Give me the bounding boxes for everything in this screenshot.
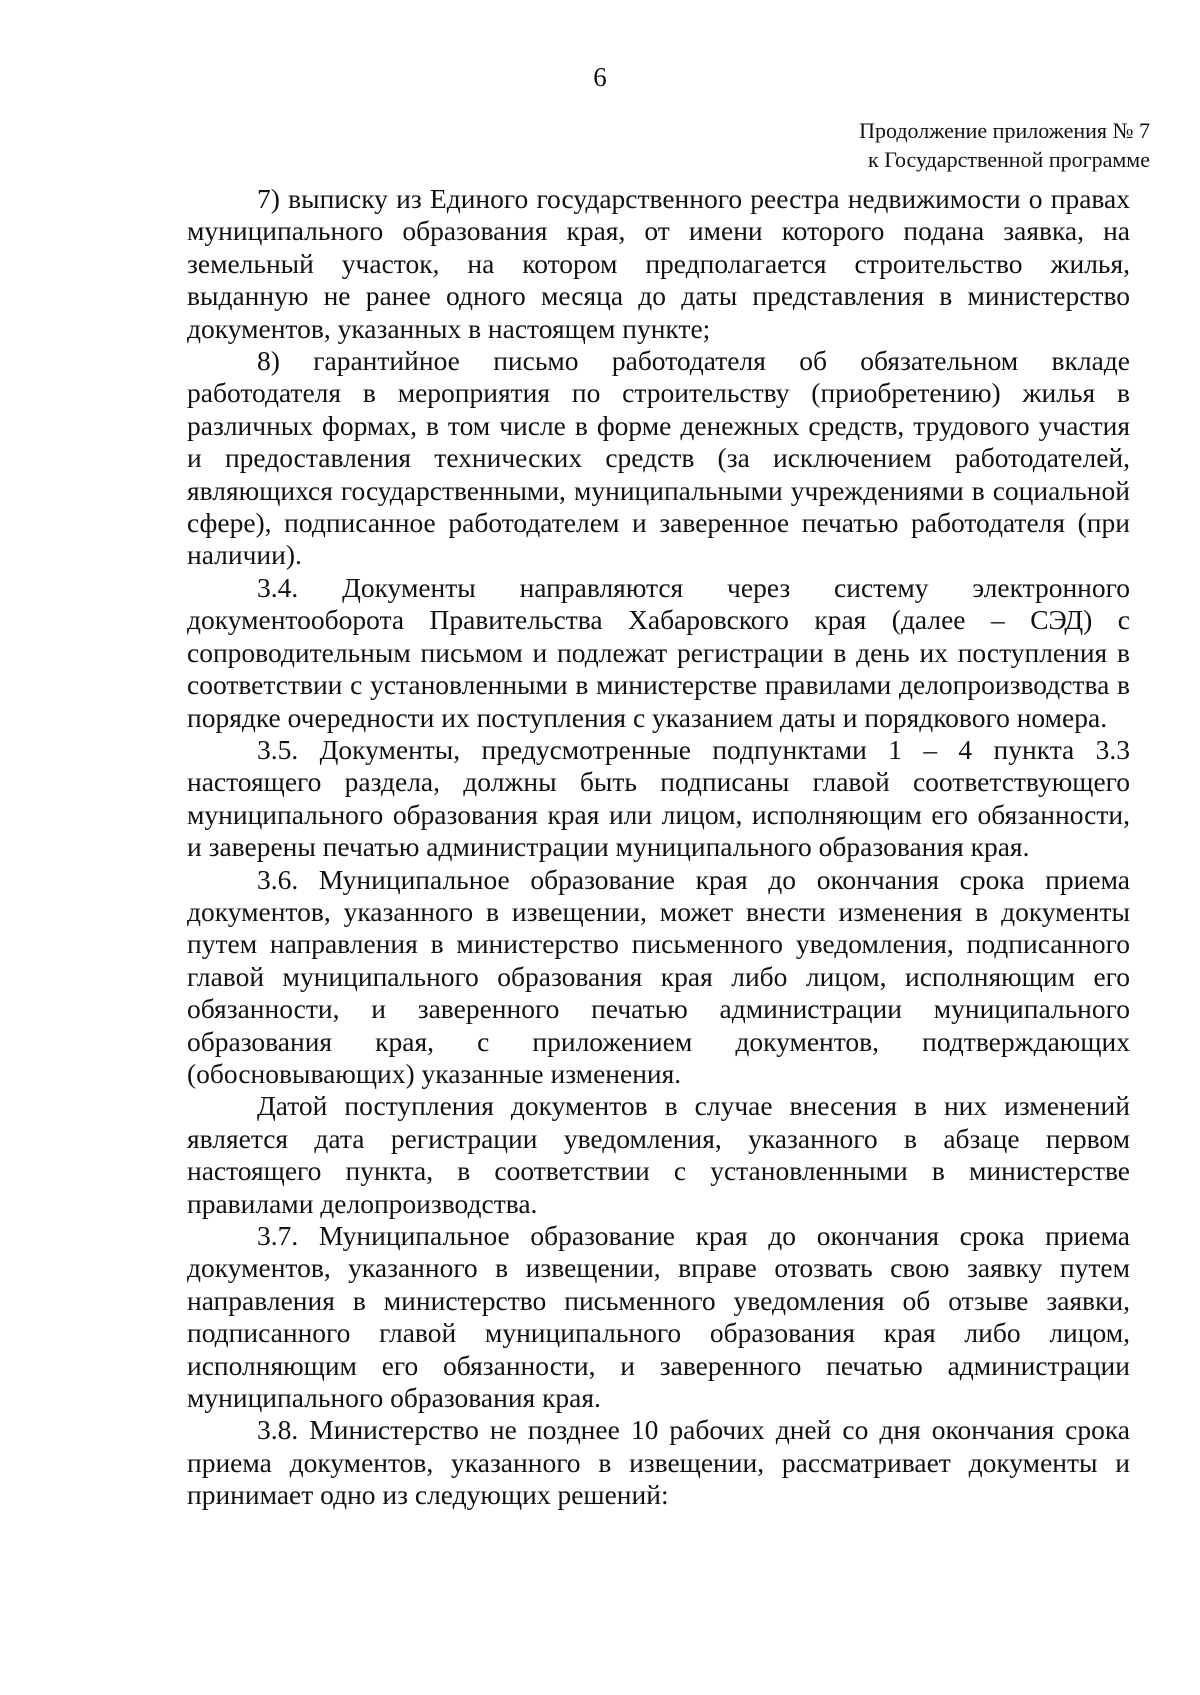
paragraph-3-5: 3.5. Документы, предусмотренные подпунктами 1 – 4 пункта 3.3 настоящего раздела, должны быть подписаны главой соответствующего муниципального образования края или лицом, исполняющим его обязанности, и заверены печатью администрации муниципального образования края. [187, 733, 1130, 863]
paragraph-3-8: 3.8. Министерство не позднее 10 рабочих дней со дня окончания срока приема документов, указанного в извещении, рассматривает документы и принимает одно из следующих решений: [187, 1414, 1130, 1511]
paragraph-item-8: 8) гарантийное письмо работодателя об обязательном вкладе работодателя в мероприятия по строительству (приобретению) жилья в различных формах, в том числе в форме денежных средств, трудового участия и предоставления технических средств (за исключением работодателей, являющихся государственными, муниципальными учреждениями в социальной сфере), подписанное работодателем и заверенное печатью работодателя (при наличии). [187, 345, 1130, 571]
paragraph-3-4: 3.4. Документы направляются через систему электронного документооборота Правительства Хабаровского края (далее – СЭД) с сопроводительным письмом и подлежат регистрации в день их поступления в соответствии с установленными в министерстве правилами делопроизводства в порядке очередности их поступления с указанием даты и порядкового номера. [187, 571, 1130, 733]
paragraph-3-6: 3.6. Муниципальное образование края до окончания срока приема документов, указанного в извещении, может внести изменения в документы путем направления в министерство письменного уведомления, подписанного главой муниципального образования края либо лицом, исполняющим его обязанности, и заверенного печатью администрации муниципального образования края, с приложением документов, подтверждающих (обосновывающих) указанные изменения. [187, 863, 1130, 1089]
paragraph-3-6-receipt-date: Датой поступления документов в случае внесения в них изменений является дата регистрации уведомления, указанного в абзаце первом настоящего пункта, в соответствии с установленными в министерстве правилами делопроизводства. [187, 1090, 1130, 1219]
appendix-continuation-header [650, 116, 1150, 174]
continuation-line-2: к Государственной программе [868, 147, 1150, 172]
continuation-line-1: Продолжение приложения № 7 [859, 118, 1150, 143]
page-number: 6 [593, 62, 607, 92]
document-body [187, 183, 1130, 1512]
paragraph-3-7: 3.7. Муниципальное образование края до окончания срока приема документов, указанного в извещении, вправе отозвать свою заявку путем направления в министерство письменного уведомления об отзыве заявки, подписанного главой муниципального образования края либо лицом, исполняющим его обязанности, и заверенного печатью администрации муниципального образования края. [187, 1220, 1130, 1414]
paragraph-item-7: 7) выписку из Единого государственного реестра недвижимости о правах муниципального образования края, от имени которого подана заявка, на земельный участок, на котором предполагается строительство жилья, выданную не ранее одного месяца до даты представления в министерство документов, указанных в настоящем пункте; [187, 183, 1130, 344]
